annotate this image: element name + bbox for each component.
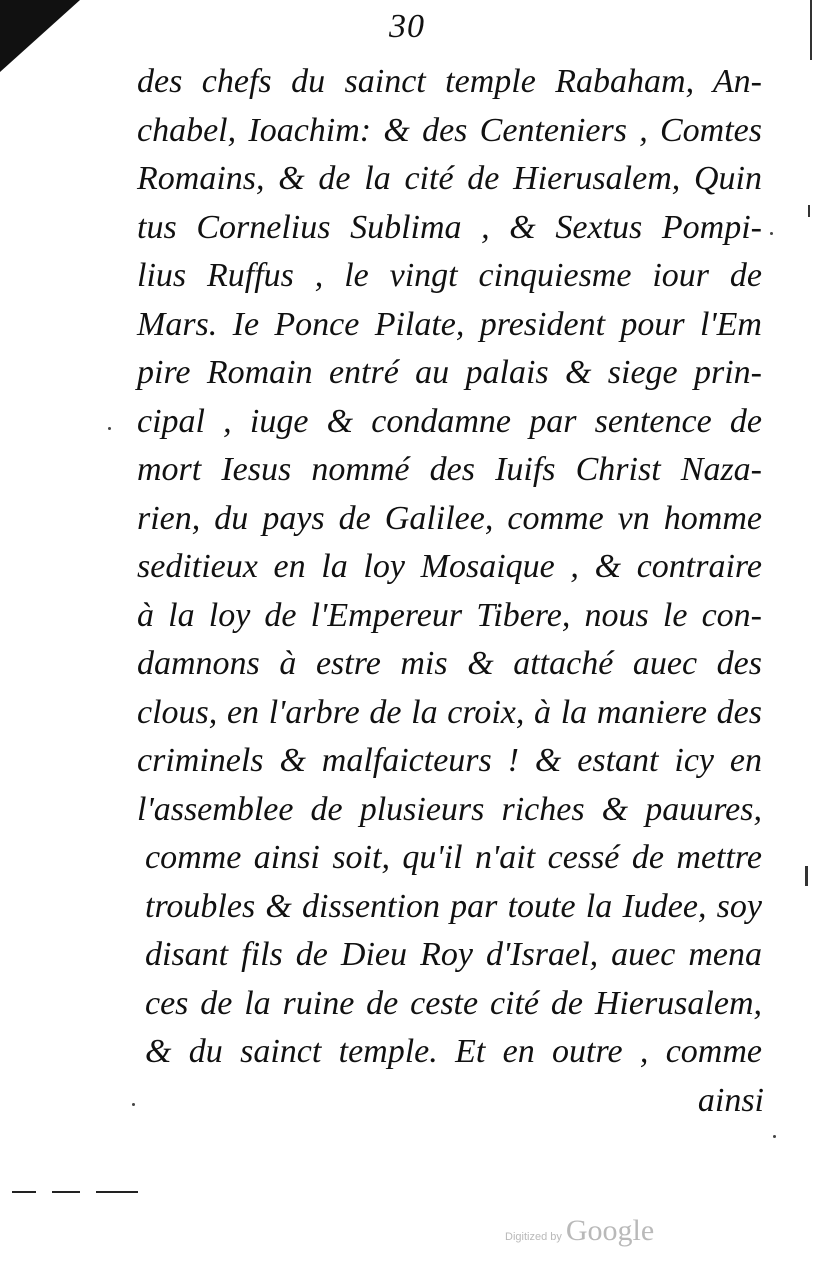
text-line: seditieux en la loy Mosaique , & contraire — [137, 548, 762, 585]
digitization-watermark — [505, 1214, 654, 1248]
ink-speck — [770, 232, 773, 235]
text-line: criminels & malfaicteurs ! & estant icy en — [137, 742, 762, 779]
text-line: damnons à estre mis & attaché auec des — [137, 645, 762, 682]
text-line: à la loy de l'Empereur Tibere, nous le con- — [137, 596, 762, 634]
footer-rule — [96, 1191, 138, 1193]
ink-speck — [132, 1103, 135, 1106]
text-line: cipal , iuge & condamne par sentence de — [137, 402, 762, 440]
footer-rule — [52, 1191, 80, 1193]
page-edge-marks — [796, 0, 814, 1280]
text-line: pire Romain entré au palais & siege prin- — [137, 354, 762, 391]
page-number: 30 — [389, 8, 425, 45]
text-line: des chefs du sainct temple Rabaham, An- — [137, 63, 762, 100]
ink-speck — [108, 427, 111, 430]
text-line: & du sainct temple. Et en outre , comme — [145, 1033, 762, 1070]
footer-rule — [12, 1191, 36, 1193]
watermark-brand: Google — [565, 1214, 655, 1247]
text-line: comme ainsi soit, qu'il n'ait cessé de mettre — [145, 839, 762, 876]
text-line: clous, en l'arbre de la croix, à la maniere des — [137, 693, 762, 731]
text-line: ces de la ruine de ceste cité de Hierusalem, — [145, 984, 762, 1022]
text-line: chabel, Ioachim: & des Centeniers , Comtes — [137, 111, 762, 149]
catchword: ainsi — [697, 1082, 764, 1119]
text-line: mort Iesus nommé des Iuifs Christ Naza- — [137, 451, 762, 488]
ink-speck — [773, 1135, 776, 1138]
text-line: rien, du pays de Galilee, comme vn homme — [137, 499, 762, 537]
text-line: Romains, & de la cité de Hierusalem, Quin — [137, 160, 762, 197]
text-line: lius Ruffus , le vingt cinquiesme iour de — [137, 257, 762, 294]
body-text — [137, 58, 762, 1077]
text-line: troubles & dissention par toute la Iudee, soy — [145, 887, 762, 925]
watermark-prefix: Digitized by — [505, 1231, 562, 1243]
text-line: l'assemblee de plusieurs riches & pauures, — [137, 790, 762, 828]
text-line: Mars. Ie Ponce Pilate, president pour l'Em — [137, 305, 762, 343]
text-line: disant fils de Dieu Roy d'Israel, auec mena — [145, 936, 762, 973]
text-line: tus Cornelius Sublima , & Sextus Pompi- — [137, 208, 762, 246]
